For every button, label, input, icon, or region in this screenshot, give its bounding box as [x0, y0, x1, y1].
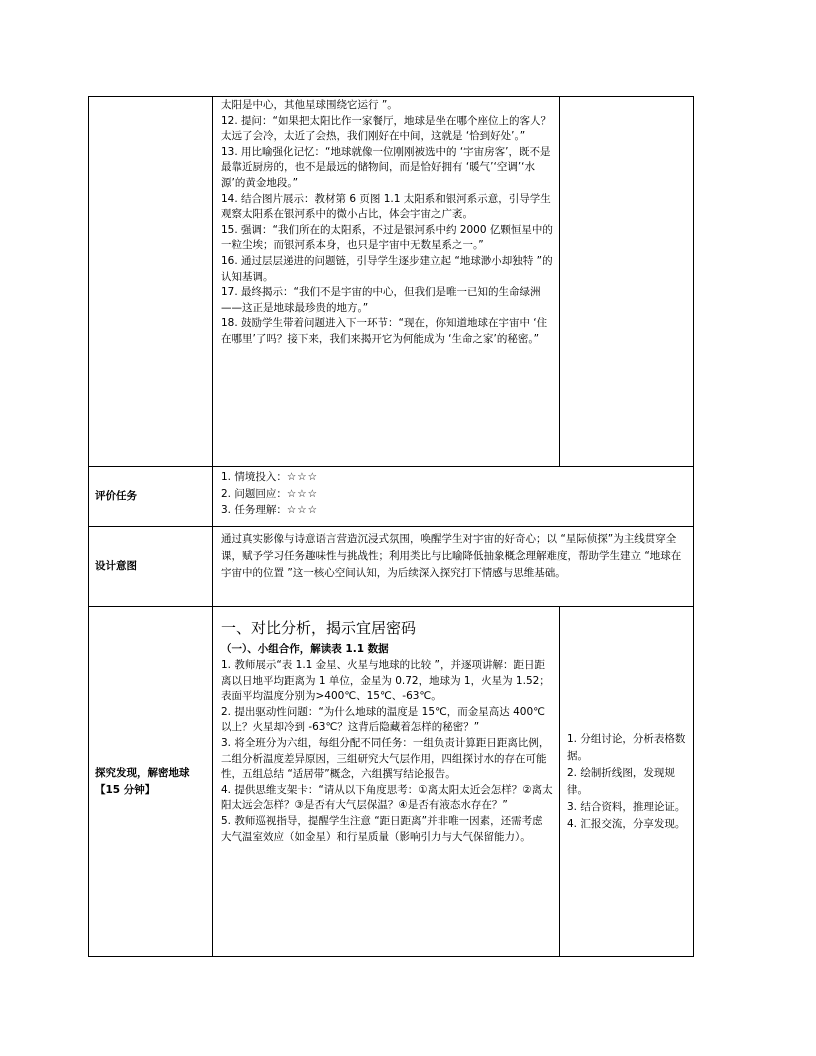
subsection-heading: （一）、小组合作，解读表 1.1 数据: [221, 643, 389, 655]
lesson-plan-table: [88, 96, 694, 957]
step-text: 14. 结合图片展示：教材第 6 页图 1.1 太阳系和银河系示意，引导学生观察太阳系在银河系中的微小占比，体会宇宙之广袤。: [221, 192, 551, 221]
explore-content-cell: [213, 607, 560, 957]
activity-item: 4. 汇报交流，分享发现。: [567, 817, 686, 830]
design-intent-label: 设计意图: [89, 527, 213, 607]
step-text: 1. 教师展示“表 1.1 金星、火星与地球的比较 ”，并逐项讲解：距日距离以日地平均距离为 1 单位，金星为 0.72，地球为 1，火星为 1.52；表面平均温度分别为>400℃、15℃、-63℃。: [221, 659, 550, 703]
star-rating: ☆☆☆: [286, 504, 319, 516]
step-text: 3. 将全班分为六组，每组分配不同任务：一组负责计算距日距离比例，二组分析温度差异原因，三组研究大气层作用，四组探讨水的存在可能性，五组总结 “适居带”概念，六组撰写结论报告。: [221, 736, 550, 781]
step-text: 12. 提问：“如果把太阳比作一家餐厅，地球是坐在哪个座位上的客人？太远了会冷，太近了会热，我们刚好在中间，这就是 ‘恰到好处’。”: [221, 114, 551, 143]
activity-item: 2. 绘制折线图，发现规律。: [567, 766, 675, 796]
table-row: [89, 97, 694, 467]
star-rating: ☆☆☆: [286, 487, 319, 500]
step-text: 17. 最终揭示：“我们不是宇宙的中心，但我们是唯一已知的生命绿洲 ——这正是地球最珍贵的地方。”: [221, 286, 541, 314]
step-text: 5. 教师巡视指导，提醒学生注意 “距日距离”并非唯一因素，还需考虑大气温室效应（如金星）和行星质量（影响引力与大气保留能力）。: [221, 814, 543, 843]
evaluation-label: 评价任务: [89, 467, 213, 527]
activity-item: 1. 分组讨论，分析表格数据。: [567, 732, 686, 762]
student-activity-cell: [560, 607, 694, 957]
table-row: [89, 467, 694, 527]
step-text: 太阳是中心，其他星球围绕它运行 ”。: [221, 99, 398, 111]
section-heading: 一、对比分析，揭示宜居密码: [221, 619, 417, 637]
activity-item: 3. 结合资料，推理论证。: [567, 800, 686, 813]
empty-label-cell: [89, 97, 213, 467]
continued-steps-cell: [213, 97, 560, 467]
step-text: 13. 用比喻强化记忆：“地球就像一位刚刚被选中的 ‘宇宙房客’，既不是最靠近厨房的，也不是最远的储物间，而是恰好拥有 ‘暖气’‘空调’‘水源’的黄金地段。”: [221, 145, 551, 189]
design-intent-text: 通过真实影像与诗意语言营造沉浸式氛围，唤醒学生对宇宙的好奇心；以 “星际侦探”为主线贯穿全课，赋予学习任务趣味性与挑战性；利用类比与比喻降低抽象概念理解难度，帮助学生建立 “地球在宇宙中的位置 ”这一核心空间认知，为后续深入探究打下情感与思维基础。: [213, 527, 694, 607]
evaluation-cell: [213, 467, 694, 527]
table-row: [89, 607, 694, 957]
step-text: 2. 提出驱动性问题：“为什么地球的温度是 15℃，而金星高达 400℃以上？火星却冷到 -63℃？这背后隐藏着怎样的秘密？”: [221, 705, 545, 734]
evaluation-item: 2. 问题回应：☆☆☆: [221, 487, 319, 500]
empty-activity-cell: [560, 97, 694, 467]
step-text: 15. 强调：“我们所在的太阳系，不过是银河系中约 2000 亿颗恒星中的一粒尘埃；而银河系本身，也只是宇宙中无数星系之一。”: [221, 223, 553, 252]
star-rating: ☆☆☆: [286, 471, 319, 483]
evaluation-item: 3. 任务理解：☆☆☆: [221, 504, 319, 516]
step-text: 16. 通过层层递进的问题链，引导学生逐步建立起 “地球渺小却独特 ”的认知基调。: [221, 254, 553, 283]
explore-label: 探究发现，解密地球【15 分钟】: [89, 607, 213, 957]
step-text: 4. 提供思维支架卡：“请从以下角度思考：①离太阳太近会怎样？②离太阳太远会怎样？③是否有大气层保温？④是否有液态水存在？”: [221, 783, 553, 812]
step-text: 18. 鼓励学生带着问题进入下一环节：“现在，你知道地球在宇宙中 ‘住在哪里’了吗？接下来，我们来揭开它为何能成为 ‘生命之家’的秘密。”: [221, 317, 548, 345]
table-row: [89, 527, 694, 607]
evaluation-item: 1. 情境投入：☆☆☆: [221, 471, 319, 483]
